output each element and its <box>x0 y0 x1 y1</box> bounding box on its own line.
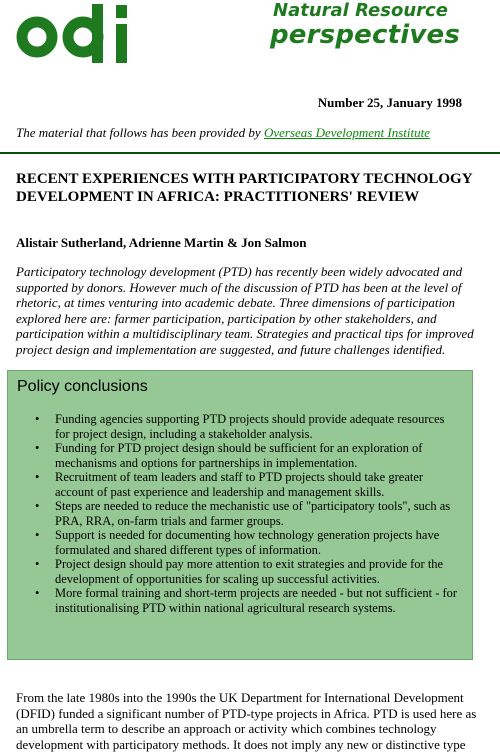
policy-item: • Recruitment of team leaders and staff to PTD projects should take greater account of past experience and leadership and management skills. <box>55 470 460 499</box>
logo-text: odi <box>16 2 18 3</box>
odi-link[interactable]: Overseas Development Institute <box>263 125 431 140</box>
policy-heading: Policy conclusions <box>17 378 148 395</box>
policy-item: • Project design should pay more attention to exit strategies and provide for the development of opportunities for scaling up successful activities. <box>55 557 460 586</box>
article-title: RECENT EXPERIENCES WITH PARTICIPATORY TECHNOLOGY DEVELOPMENT IN AFRICA: PRACTITIONERS' REVIEW <box>16 171 472 205</box>
policy-item: • Steps are needed to reduce the mechanistic use of "participatory tools", such as PRA, RRA, on-farm trials and farmer groups. <box>55 499 460 528</box>
authors: Alistair Sutherland, Adrienne Martin & Jon Salmon <box>16 235 307 250</box>
provided-by <box>16 125 430 141</box>
policy-item: • More formal training and short-term projects are needed - but not sufficient - for institutionalising PTD within national agricultural research systems. <box>55 586 460 615</box>
brand-line1: Natural Resource <box>273 0 448 21</box>
odi-logo <box>16 2 134 64</box>
issue-number: Number 25, January 1998 <box>317 95 462 110</box>
body-paragraph: From the late 1980s into the 1990s the UK Department for International Development (DFID) funded a significant number of PTD-type projects in Africa. PTD is used here as an umbrella term to describe an approach or activity which combines technology development with participatory methods. It does not imply any new or distinctive type <box>16 690 477 752</box>
abstract: Participatory technology development (PTD) has recently been widely advocated and supported by donors. However much of the discussion of PTD has been at the level of rhetoric, at times venturing into academic debate. Three dimensions of participation explored here are: farmer participation, participation by other stakeholders, and participation within a multidisciplinary team. Strategies and practical tips for improved project design and implementation are suggested, and future challenges identified. <box>16 264 474 357</box>
policy-item: • Support is needed for documenting how technology generation projects have formulated and shared different types of information. <box>55 528 460 557</box>
brand-line2: perspectives <box>270 20 460 50</box>
policy-list <box>55 412 460 615</box>
policy-item: • Funding agencies supporting PTD projects should provide adequate resources for project design, including a stakeholder analysis. <box>55 412 460 441</box>
provided-prefix: The material that follows has been provided by <box>16 125 264 140</box>
policy-conclusions-box <box>7 370 473 660</box>
policy-item: • Funding for PTD project design should be sufficient for an exploration of mechanisms and options for partnerships in implementation. <box>55 441 460 470</box>
header-divider <box>0 152 500 154</box>
brand-title <box>270 2 460 50</box>
